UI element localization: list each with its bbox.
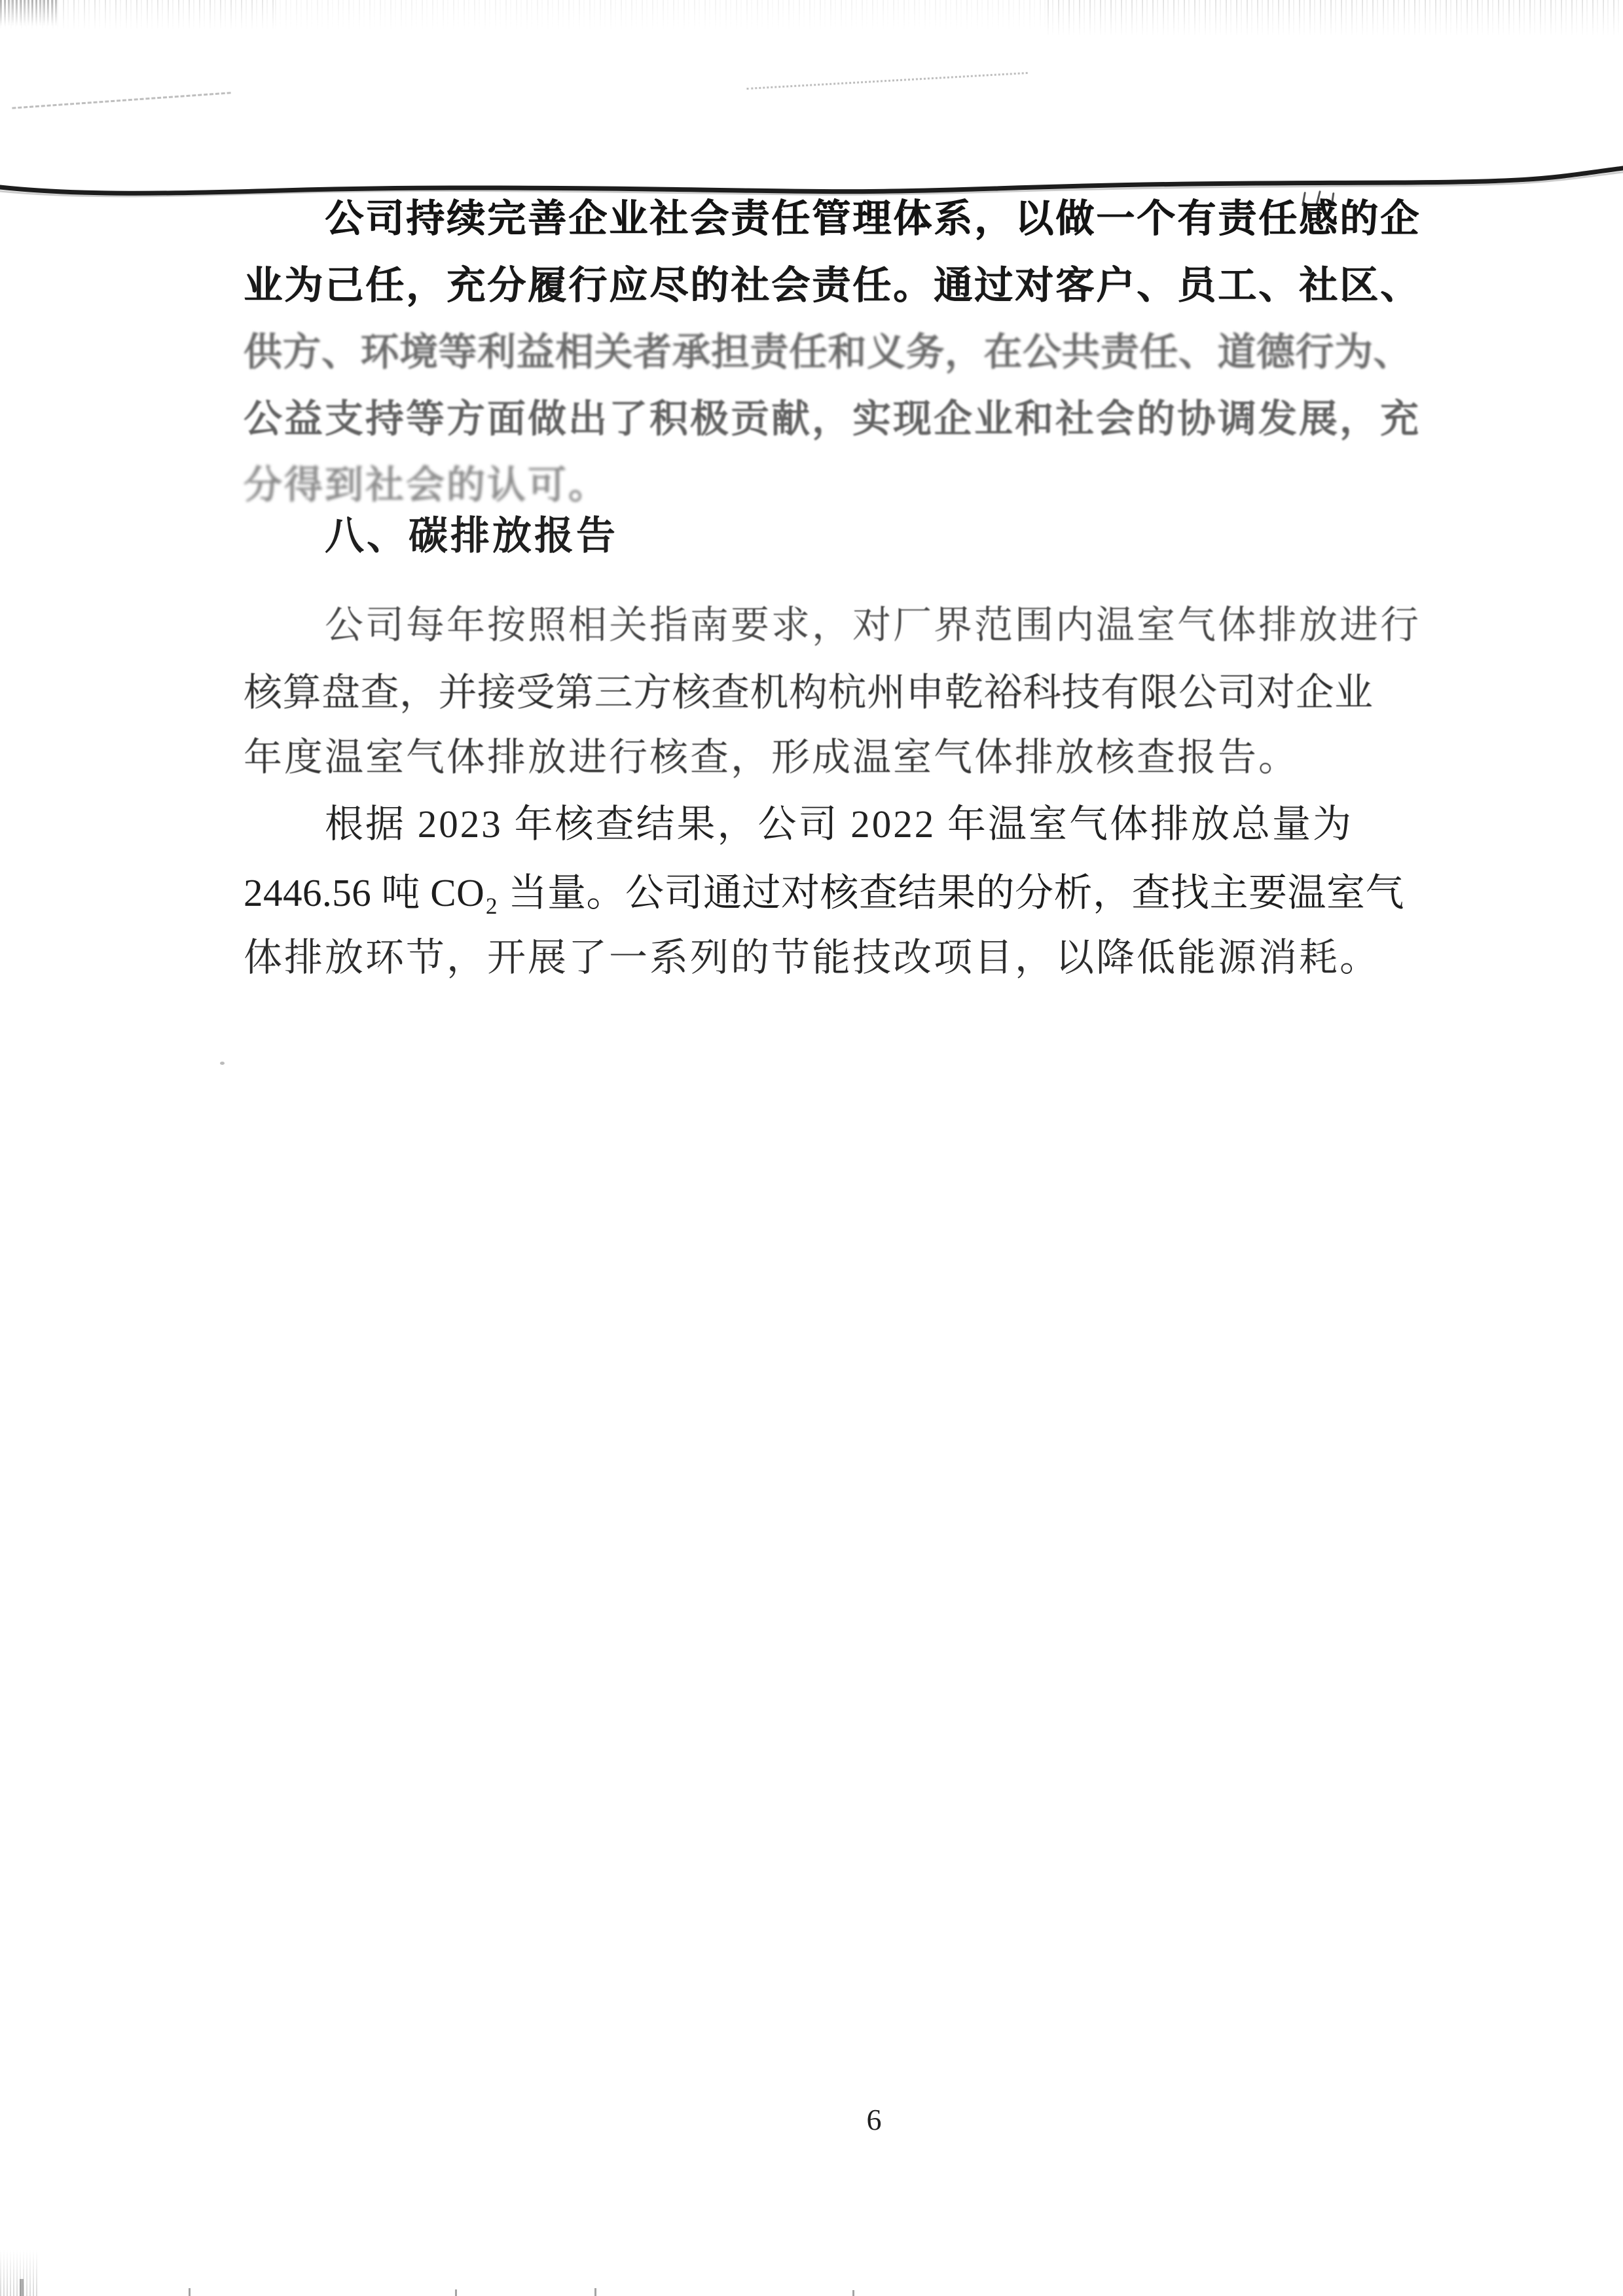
paragraph3-line1: 根据 2023 年核查结果，公司 2022 年温室气体排放总量为	[325, 802, 1354, 846]
paragraph2-line2: 核算盘查，并接受第三方核查机构杭州申乾裕科技有限公司对企业	[244, 671, 1374, 714]
page-number: 6	[866, 2103, 882, 2136]
paragraph1-line1: 公司持续完善企业社会责任管理体系，以做一个有责任感的企	[325, 197, 1421, 240]
paragraph3-line3: 体排放环节，开展了一系列的节能技改项目，以降低能源消耗。	[244, 936, 1381, 979]
paragraph3-line2: 2446.56 吨 CO₂ 当量。公司通过对核查结果的分析，查找主要温室气	[244, 871, 1405, 914]
paragraph1-line4: 公益支持等方面做出了积极贡献，实现企业和社会的协调发展，充	[244, 397, 1421, 440]
section-heading-carbon-emission-report: 八、碳排放报告	[325, 514, 618, 558]
scan-tick-bottom	[594, 2288, 596, 2296]
scan-fold-line	[0, 0, 1623, 223]
paragraph1-line2: 业为己任，充分履行应尽的社会责任。通过对客户、员工、社区、	[244, 264, 1421, 307]
scan-tick-bottom	[852, 2290, 854, 2296]
scan-tick-bottom	[20, 2279, 24, 2296]
scan-tick-bottom	[189, 2288, 191, 2296]
scan-tick-bottom	[455, 2289, 457, 2296]
paragraph1-line5: 分得到社会的认可。	[244, 463, 610, 507]
paragraph1-line3: 供方、环境等利益相关者承担责任和义务，在公共责任、道德行为、	[244, 331, 1413, 374]
paragraph2-line3: 年度温室气体排放进行核查，形成温室气体排放核查报告。	[244, 736, 1300, 779]
scan-speck	[220, 1062, 225, 1065]
paragraph2-line1: 公司每年按照相关指南要求，对厂界范围内温室气体排放进行	[325, 603, 1421, 647]
